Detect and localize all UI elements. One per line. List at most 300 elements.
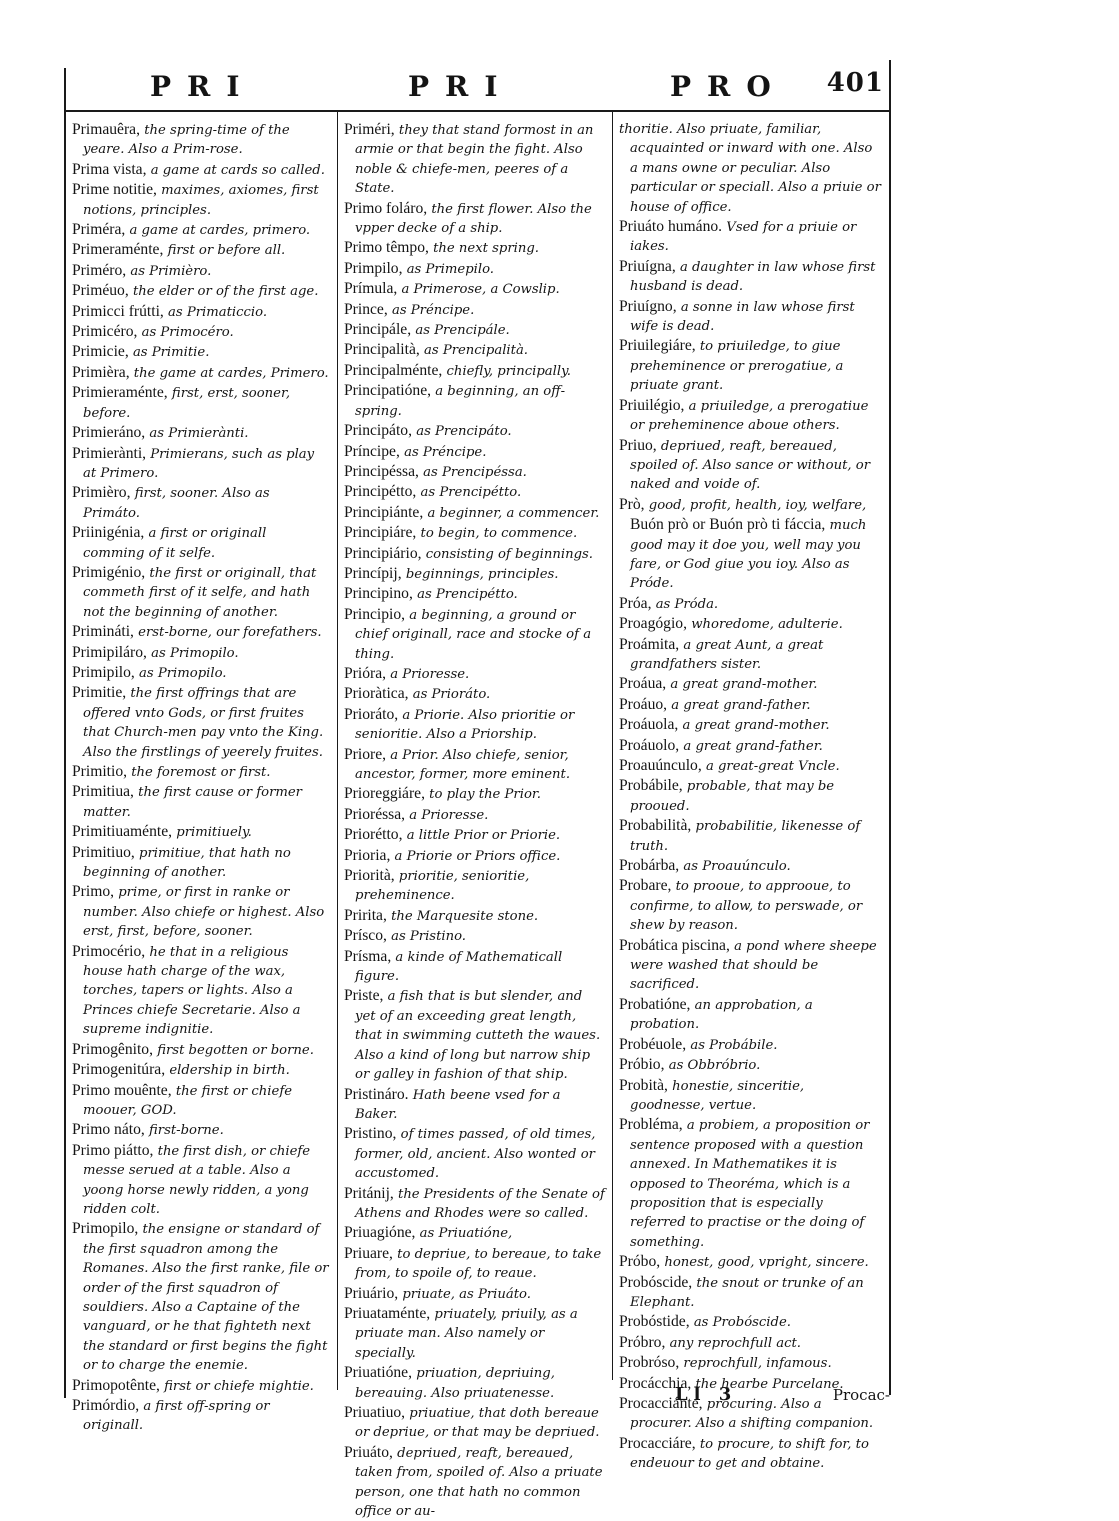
definition: of times passed, of old times, former, old, ancient. Also wonted or accustomed. — [355, 1127, 596, 1182]
dictionary-entry — [72, 1219, 330, 1375]
dictionary-entry — [619, 120, 881, 217]
dictionary-entry — [344, 947, 606, 987]
dictionary-entry — [344, 1085, 606, 1125]
definition: as Prencipalità. — [424, 343, 528, 359]
dictionary-entry — [344, 926, 606, 946]
dictionary-entry — [619, 1055, 881, 1075]
dictionary-entry — [619, 995, 881, 1035]
dictionary-entry — [619, 614, 881, 634]
definition: the next spring. — [433, 241, 539, 257]
dictionary-entry — [72, 663, 330, 683]
headword: Primièra, — [72, 363, 130, 381]
signature-mark: Ll 3 — [675, 1384, 738, 1405]
dictionary-entry — [72, 261, 330, 281]
definition: the Marquesite stone. — [391, 908, 539, 924]
dictionary-entry — [619, 217, 881, 257]
dictionary-entry — [72, 762, 330, 782]
dictionary-entry — [619, 1115, 881, 1252]
dictionary-entry — [344, 482, 606, 502]
dictionary-entry — [72, 383, 330, 423]
running-head-right: PRO — [670, 70, 787, 103]
headword: Primpilo, — [344, 259, 403, 277]
definition: reprochfull, infamous. — [683, 1356, 832, 1372]
headword: Priméuo, — [72, 282, 129, 300]
dictionary-entry — [619, 1035, 881, 1055]
dictionary-entry — [619, 336, 881, 395]
definition: the spring-time of the yeare. Also a Prim-rose. — [83, 123, 290, 158]
dictionary-entry — [72, 1396, 330, 1436]
headword: Probéuole, — [619, 1035, 687, 1053]
headword: Principino, — [344, 585, 413, 603]
dictionary-entry — [72, 423, 330, 443]
headword: Probità, — [619, 1076, 668, 1094]
dictionary-entry — [344, 442, 606, 462]
definition: as Primierànti. — [149, 426, 249, 442]
definition: a game at cards so called. — [150, 162, 325, 178]
dictionary-entry — [619, 1312, 881, 1332]
dictionary-entry — [344, 544, 606, 564]
headword: Proáuo, — [619, 695, 668, 713]
headword: Primicéro, — [72, 323, 138, 341]
dictionary-entry — [72, 220, 330, 240]
definition: the hearbe Purcelane. — [695, 1376, 844, 1392]
dictionary-entry — [619, 297, 881, 337]
dictionary-entry — [72, 302, 330, 322]
headword: Prò, — [619, 495, 645, 513]
definition: prioritie, senioritie, preheminence. — [355, 869, 530, 904]
headword: Primitio, — [72, 763, 128, 780]
definition: a little Prior or Priorie. — [406, 828, 561, 844]
headword: Principále, — [344, 321, 412, 339]
definition: honestie, sinceritie, goodnesse, vertue. — [630, 1078, 805, 1113]
headword: Primo náto, — [72, 1121, 145, 1139]
definition: procuring. Also a procurer. Also a shifting companion. — [630, 1397, 874, 1432]
definition: first or chiefe mightie. — [164, 1378, 314, 1394]
headword: Primauêra, — [72, 121, 140, 138]
headword: Priuígno, — [619, 297, 677, 315]
dictionary-entry — [619, 436, 881, 495]
headword: Próbo, — [619, 1253, 661, 1271]
dictionary-entry — [344, 1284, 606, 1304]
dictionary-entry — [619, 876, 881, 935]
definition: honest, good, vpright, sincere. — [664, 1255, 869, 1271]
definition: he that in a religious house hath charge of the wax, torches, tapers or lights. Also a Princes chiefe Secretarie. Also a supreme indignitie. — [83, 944, 301, 1038]
definition: a kinde of Mathematicall figure. — [355, 949, 563, 985]
definition: they that stand formost in an armie or that begin the fight. Also noble & chiefe-men, peeres of a State. — [355, 123, 594, 197]
running-head-left: PRI — [150, 70, 256, 103]
headword: Primopotênte, — [72, 1376, 160, 1394]
definition: thoritie. Also priuate, familiar, acquainted or inward with one. Also a mans owne or peculiar. Also particular or speciall. Also a priuie or house of office. — [619, 122, 881, 215]
definition: as Prioráto. — [412, 687, 491, 703]
dictionary-entry — [619, 856, 881, 876]
definition: a great grand-mother. — [682, 718, 830, 734]
headword: Prime notitie, — [72, 181, 157, 199]
definition: priuately, priuily, as a priuate man. Also namely or specially. — [355, 1306, 578, 1361]
headword: Priméro, — [72, 261, 127, 279]
dictionary-entry — [344, 784, 606, 804]
dictionary-entry — [344, 846, 606, 866]
definition: a great grand-father. — [671, 697, 811, 713]
dictionary-entry — [72, 342, 330, 362]
headword: Prima vista, — [72, 160, 147, 178]
dictionary-entry — [344, 1403, 606, 1443]
headword: Prísma, — [344, 947, 392, 965]
headword: Pristino, — [344, 1125, 397, 1143]
dictionary-entry — [619, 1353, 881, 1373]
headword: Primogenitúra, — [72, 1061, 166, 1079]
dictionary-entry — [619, 736, 881, 756]
dictionary-entry — [72, 1060, 330, 1080]
dictionary-entry — [619, 816, 881, 856]
dictionary-entry — [72, 483, 330, 523]
dictionary-entry — [344, 1223, 606, 1243]
dictionary-entry — [344, 421, 606, 441]
headword: Prioria, — [344, 846, 391, 864]
definition: Hath beene vsed for a Baker. — [355, 1087, 561, 1122]
headword: Priuáto humáno. — [619, 218, 723, 236]
headword: Primórdio, — [72, 1397, 140, 1414]
headword: Proáuolo, — [619, 736, 680, 754]
headword: Priore, — [344, 745, 387, 763]
headword: Pritánij, — [344, 1184, 394, 1202]
headword: Primo têmpo, — [344, 239, 429, 257]
definition: to procure, to shift for, to endeuour to get and obtaine. — [630, 1436, 869, 1472]
headword: Prioràtica, — [344, 685, 409, 703]
headword: Primicci frútti, — [72, 302, 164, 320]
dictionary-entry — [72, 882, 330, 941]
right-rule — [889, 60, 891, 1395]
page-footer — [615, 1384, 890, 1408]
definition: a Prioresse. — [409, 807, 489, 823]
dictionary-entry — [72, 180, 330, 220]
dictionary-entry — [344, 605, 606, 664]
dictionary-entry — [344, 503, 606, 523]
headword: Principio, — [344, 605, 406, 623]
dictionary-entry — [344, 1363, 606, 1403]
headword: Probábile, — [619, 777, 683, 795]
definition: to play the Prior. — [429, 787, 541, 803]
definition: a first off-spring or originall. — [83, 1399, 270, 1434]
headword: Priuilégio, — [619, 396, 685, 414]
headword: Principiánte, — [344, 503, 424, 521]
dictionary-entry — [344, 120, 606, 199]
dictionary-entry — [344, 462, 606, 482]
definition: as Prencipétto. — [420, 485, 522, 501]
dictionary-entry — [72, 281, 330, 301]
dictionary-entry — [72, 622, 330, 642]
headword: Priméri, — [344, 121, 395, 138]
headword: Primieráno, — [72, 424, 146, 442]
headword: Principalità, — [344, 341, 420, 359]
definition: a Prior. Also chiefe, senior, ancestor, former, more eminent. — [355, 747, 571, 782]
dictionary-entry — [72, 363, 330, 383]
definition: to depriue, to bereaue, to take from, to spoile of, to reaue. — [355, 1246, 602, 1282]
definition: a great grand-mother. — [670, 677, 818, 693]
headword: Probárba, — [619, 857, 680, 875]
dictionary-entry — [619, 396, 881, 436]
definition: good, profit, health, ioy, welfare, — [648, 497, 867, 513]
definition: priuation, depriuing, bereauing. Also priuatenesse. — [355, 1366, 555, 1401]
headword: Priuagióne, — [344, 1224, 416, 1242]
headword: Prioráto, — [344, 705, 399, 723]
headword: Primitiuo, — [72, 843, 135, 861]
dictionary-entry — [619, 1076, 881, 1116]
column-divider-1 — [337, 110, 338, 1390]
definition: chiefly, principally. — [446, 363, 571, 379]
dictionary-entry — [344, 745, 606, 785]
definition: a great Aunt, a great grandfathers sister. — [630, 637, 824, 672]
headword: Primináti, — [72, 623, 134, 641]
definition: as Primièro. — [130, 263, 212, 279]
dictionary-entry — [344, 199, 606, 239]
headword: Priinigénia, — [72, 524, 145, 542]
headword: Principiáre, — [344, 524, 417, 542]
catchword: Procac- — [832, 1386, 890, 1404]
definition: the first dish, or chiefe messe serued at a table. Also a yoong horse newly ridden, a yong ridden colt. — [83, 1143, 311, 1217]
dictionary-entry — [344, 259, 606, 279]
definition: first, sooner. Also as Primáto. — [83, 486, 270, 521]
dictionary-entry — [344, 1124, 606, 1183]
definition: as Prencipéssa. — [423, 464, 527, 480]
dictionary-entry — [72, 643, 330, 663]
dictionary-entry — [619, 257, 881, 297]
headword: Probóscide, — [619, 1273, 693, 1291]
definition: a probiem, a proposition or sentence proposed with a question annexed. In Mathematikes it is opposed to Theoréma, which is a proposition that is especially referred to practise or the doing of something. — [630, 1118, 870, 1250]
headword: Príncipe, — [344, 442, 400, 460]
dictionary-entry — [619, 1434, 881, 1474]
headword: Primitiuaménte, — [72, 823, 173, 841]
headword: Procacciánte, — [619, 1395, 703, 1412]
headword: Primogênito, — [72, 1040, 153, 1058]
headword: Priuatióne, — [344, 1364, 412, 1382]
headword: Principiário, — [344, 544, 422, 562]
dictionary-entry — [619, 1333, 881, 1353]
definition: as Obbróbrio. — [668, 1058, 761, 1074]
dictionary-entry — [344, 1304, 606, 1363]
column-middle — [344, 120, 606, 1521]
headword: Probróso, — [619, 1354, 680, 1372]
dictionary-entry — [619, 635, 881, 675]
definition: an approbation, a probation. — [630, 997, 813, 1033]
definition: maximes, axiomes, first notions, principles. — [83, 183, 319, 218]
dictionary-entry — [344, 279, 606, 299]
definition: to prooue, to approoue, to confirme, to allow, to perswade, or shew by reason. — [630, 879, 863, 934]
headword: Prioréssa, — [344, 805, 406, 823]
definition: first begotten or borne. — [157, 1042, 314, 1058]
headword: Primièro, — [72, 484, 131, 502]
running-head-center: PRI — [408, 70, 514, 103]
definition: consisting of beginnings. — [425, 546, 593, 562]
definition: depriued, reaft, bereaued, spoiled of. Also sance or without, or naked and voide of. — [630, 438, 870, 493]
definition: the game at cardes, Primero. — [133, 365, 329, 381]
definition: the first flower. Also the vpper decke of a ship. — [355, 201, 592, 237]
headword: Priorità, — [344, 867, 395, 885]
dictionary-entry — [619, 594, 881, 614]
headword: Priuário, — [344, 1284, 399, 1302]
headword: Prioreggiáre, — [344, 785, 425, 803]
dictionary-entry — [72, 444, 330, 484]
dictionary-entry — [619, 1252, 881, 1272]
definition: a Primerose, a Cowslip. — [401, 282, 560, 298]
definition: a Priorie. Also prioritie or senioritie. Also a Priorship. — [355, 707, 575, 743]
definition: any reprochfull act. — [669, 1335, 801, 1351]
headword: Primo foláro, — [344, 199, 428, 217]
definition: primitiuely. — [176, 825, 252, 841]
headword: Procacciáre, — [619, 1434, 696, 1452]
dictionary-entry — [619, 715, 881, 735]
definition: as Primepilo. — [406, 261, 494, 277]
definition-continued: much good may it doe you, well may you fare, or God giue you ioy. Also as Próde. — [630, 518, 867, 592]
definition: the first or originall, that commeth first of it selfe, and hath not the beginning of another. — [83, 565, 317, 620]
definition: probabilitie, likenesse of truth. — [630, 819, 861, 854]
definition: priuatiue, that doth bereaue or depriue, or that may be depriued. — [355, 1406, 600, 1441]
headword: Primierànti, — [72, 444, 147, 462]
headword: Primipiláro, — [72, 643, 147, 661]
dictionary-entry — [344, 705, 606, 745]
definition: the elder or of the first age. — [132, 284, 319, 300]
dictionary-entry — [619, 776, 881, 816]
headword: Primopilo, — [72, 1220, 139, 1238]
headword: Primo mouênte, — [72, 1081, 172, 1099]
left-rule — [64, 68, 66, 1398]
definition: as Primopilo. — [151, 645, 239, 661]
definition: as Préncipe. — [404, 444, 487, 460]
dictionary-entry — [72, 563, 330, 622]
dictionary-entry — [344, 584, 606, 604]
definition: first-borne. — [148, 1123, 224, 1139]
headword: Proámita, — [619, 635, 680, 653]
definition: the first cause or former matter. — [83, 785, 302, 820]
headword: Principatióne, — [344, 382, 432, 400]
definition: as Prencipétto. — [417, 587, 518, 603]
definition: to begin, to commence. — [420, 526, 578, 542]
definition: to priuiledge, to giue preheminence or prerogatiue, a priuate grant. — [630, 339, 844, 394]
headword: Primo piátto, — [72, 1141, 154, 1159]
dictionary-entry — [72, 523, 330, 563]
definition: the first offrings that are offered vnto Gods, or first fruites that Church-men pay vnto the King. Also the firstlings of yeerely fruites. — [83, 686, 324, 760]
definition: as Proauúnculo. — [683, 859, 791, 875]
dictionary-entry — [344, 320, 606, 340]
dictionary-entry — [619, 936, 881, 995]
definition: as Probábile. — [690, 1037, 778, 1053]
dictionary-entry — [344, 361, 606, 381]
definition: as Primitie. — [132, 345, 210, 361]
dictionary-entry — [72, 240, 330, 260]
definition: whoredome, adulterie. — [691, 617, 843, 633]
definition: as Primocéro. — [141, 325, 234, 341]
headword: Principétto, — [344, 483, 417, 501]
definition: as Priuatióne, — [419, 1226, 513, 1242]
definition: as Prencipále. — [415, 323, 510, 339]
headword: Probática piscina, — [619, 936, 730, 954]
dictionary-entry — [344, 825, 606, 845]
headword: Primicie, — [72, 343, 129, 361]
headword: Priuataménte, — [344, 1304, 431, 1322]
dictionary-entry — [72, 1376, 330, 1396]
headword: Principéssa, — [344, 462, 419, 480]
definition: as Pristino. — [391, 929, 466, 945]
definition: as Probóscide. — [693, 1315, 791, 1331]
dictionary-entry — [619, 495, 881, 594]
definition: primitiue, that hath no beginning of another. — [83, 845, 291, 881]
dictionary-entry — [72, 942, 330, 1040]
headword: Primocério, — [72, 942, 146, 960]
definition: erst-borne, our forefathers. — [138, 625, 322, 641]
headword: Probatióne, — [619, 995, 691, 1013]
definition: priuate, as Priuáto. — [402, 1286, 531, 1302]
definition: as Préncipe. — [391, 302, 475, 318]
dictionary-entry — [72, 1081, 330, 1121]
dictionary-entry — [344, 300, 606, 320]
dictionary-entry — [344, 1443, 606, 1521]
headword: Priorétto, — [344, 826, 403, 844]
definition: depriued, reaft, bereaued, taken from, spoiled of. Also a priuate person, one that hath no common office or au- — [355, 1445, 603, 1520]
headword: Priuilegiáre, — [619, 337, 696, 355]
dictionary-entry — [344, 664, 606, 684]
headword: Prince, — [344, 300, 388, 318]
definition: a fish that is but slender, and yet of an exceeding great length, that in swimming cutteth the waues. Also a kind of long but narrow ship or galley in fashion of that ship. — [355, 989, 601, 1083]
headword: Probabilità, — [619, 817, 692, 835]
definition: a first or originall comming of it selfe. — [83, 526, 267, 561]
definition: as Prencipáto. — [416, 424, 512, 440]
dictionary-entry — [72, 822, 330, 842]
headword: Próa, — [619, 594, 652, 612]
headword: Primigénio, — [72, 563, 146, 581]
headword: Primieraménte, — [72, 384, 168, 402]
headword: Proáuola, — [619, 716, 679, 734]
definition: probable, that may be prooued. — [630, 779, 835, 814]
headword: Próbro, — [619, 1333, 666, 1351]
dictionary-entry — [344, 866, 606, 906]
headword: Prióra, — [344, 664, 387, 682]
definition: beginnings, principles. — [405, 566, 559, 582]
headword: Principáto, — [344, 422, 412, 440]
headword: Prímula, — [344, 280, 398, 298]
definition: the Presidents of the Senate of Athens and Rhodes were so called. — [355, 1186, 605, 1221]
definition: a great grand-father. — [683, 738, 823, 754]
headword: Probléma, — [619, 1116, 683, 1134]
dictionary-entry — [344, 523, 606, 543]
definition: the snout or trunke of an Elephant. — [630, 1275, 864, 1310]
definition: the first or chiefe moouer, GOD. — [83, 1083, 292, 1118]
dictionary-entry — [72, 683, 330, 762]
dictionary-entry — [344, 564, 606, 584]
phrase: Buón prò or Buón prò ti fáccia, — [630, 516, 826, 534]
definition: a sonne in law whose first wife is dead. — [630, 299, 855, 335]
definition: as Primaticcio. — [168, 304, 268, 320]
dictionary-entry — [72, 322, 330, 342]
headword: Princípij, — [344, 564, 402, 582]
definition: prime, or first in ranke or number. Also chiefe or highest. Also erst, first, before, sooner. — [83, 885, 325, 940]
dictionary-entry — [72, 1141, 330, 1220]
headword: Primeraménte, — [72, 241, 164, 259]
definition: eldership in birth. — [169, 1063, 290, 1079]
dictionary-entry — [619, 674, 881, 694]
definition: as Próda. — [655, 596, 719, 612]
definition: a Priorie or Priors office. — [394, 848, 561, 864]
dictionary-entry — [619, 695, 881, 715]
headword: Priuáto, — [344, 1443, 393, 1461]
definition: a daughter in law whose first husband is dead. — [630, 259, 876, 295]
headword: Prísco, — [344, 927, 387, 945]
dictionary-entry — [344, 684, 606, 704]
headword: Priuo, — [619, 436, 657, 454]
dictionary-entry — [344, 805, 606, 825]
running-head — [64, 62, 894, 112]
dictionary-entry — [344, 1244, 606, 1284]
dictionary-entry — [72, 160, 330, 180]
definition: a priuiledge, a prerogatiue or preheminence aboue others. — [630, 398, 869, 434]
